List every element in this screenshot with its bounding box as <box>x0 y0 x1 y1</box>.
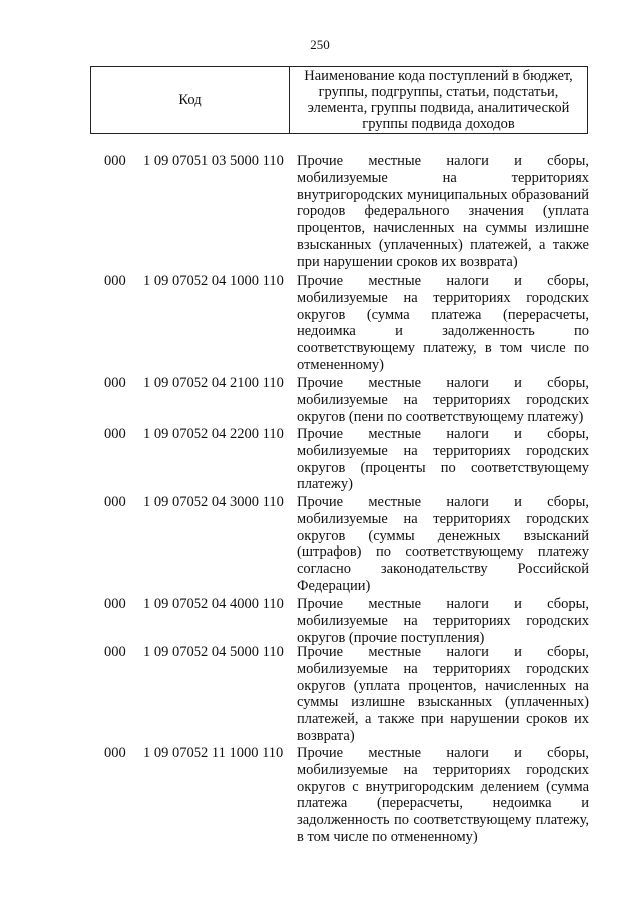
revenue-code: 1 09 07052 04 3000 110 <box>143 494 284 510</box>
admin-code: 000 <box>104 745 126 761</box>
table-row <box>0 494 640 596</box>
revenue-code: 1 09 07051 03 5000 110 <box>143 153 284 169</box>
code-description: Прочие местные налоги и сборы, мобилизуемые на территориях городских округов (уплата процентов, начисленных на суммы излишне взысканных (уплаченных) платежей, а также при нарушении сроков их возврата) <box>297 644 589 744</box>
revenue-code: 1 09 07052 04 4000 110 <box>143 596 284 612</box>
header-code-cell <box>91 67 290 133</box>
revenue-code: 1 09 07052 11 1000 110 <box>143 745 284 761</box>
table-row <box>0 745 640 846</box>
code-description: Прочие местные налоги и сборы, мобилизуемые на территориях городских округов (проценты по соответствующему платежу) <box>297 426 589 493</box>
code-description: Прочие местные налоги и сборы, мобилизуемые на территориях городских округов (прочие поступления) <box>297 596 589 646</box>
table-row <box>0 273 640 375</box>
table-header <box>90 66 588 134</box>
admin-code: 000 <box>104 375 126 391</box>
revenue-code: 1 09 07052 04 2100 110 <box>143 375 284 391</box>
revenue-code: 1 09 07052 04 2200 110 <box>143 426 284 442</box>
code-description: Прочие местные налоги и сборы, мобилизуемые на территориях внутригородских муниципальных образований городов федерального значения (уплата процентов, начисленных на суммы излишне взысканных (уплаченных) платежей, а также при нарушении сроков их возврата) <box>297 153 589 270</box>
table-row <box>0 644 640 745</box>
table-row <box>0 596 640 644</box>
revenue-code: 1 09 07052 04 5000 110 <box>143 644 284 660</box>
header-name-cell <box>290 67 587 133</box>
code-description: Прочие местные налоги и сборы, мобилизуемые на территориях городских округов (суммы денежных взысканий (штрафов) по соответствующему платежу согласно законодательству Российской Федерации) <box>297 494 589 594</box>
table-row <box>0 426 640 494</box>
revenue-code: 1 09 07052 04 1000 110 <box>143 273 284 289</box>
page-number: 250 <box>310 37 330 52</box>
table-row <box>0 153 640 273</box>
code-list <box>0 153 640 846</box>
header-code-label: Код <box>178 91 202 108</box>
header-name-label: Наименование кода поступлений в бюджет, группы, подгруппы, статьи, подстатьи, элемента, группы подвида, аналитической группы подвида доходов <box>304 68 573 132</box>
code-description: Прочие местные налоги и сборы, мобилизуемые на территориях городских округов (пени по соответствующему платежу) <box>297 375 589 425</box>
admin-code: 000 <box>104 596 126 612</box>
table-row <box>0 375 640 426</box>
admin-code: 000 <box>104 273 126 289</box>
admin-code: 000 <box>104 644 126 660</box>
code-description: Прочие местные налоги и сборы, мобилизуемые на территориях городских округов (сумма платежа (перерасчеты, недоимка и задолженность по соответствующему платежу, в том числе по отмененному) <box>297 273 589 373</box>
admin-code: 000 <box>104 494 126 510</box>
code-description: Прочие местные налоги и сборы, мобилизуемые на территориях городских округов с внутригородским делением (сумма платежа (перерасчеты, недоимка и задолженность по соответствующему платежу, в том числе по отмененному) <box>297 745 589 845</box>
admin-code: 000 <box>104 153 126 169</box>
admin-code: 000 <box>104 426 126 442</box>
